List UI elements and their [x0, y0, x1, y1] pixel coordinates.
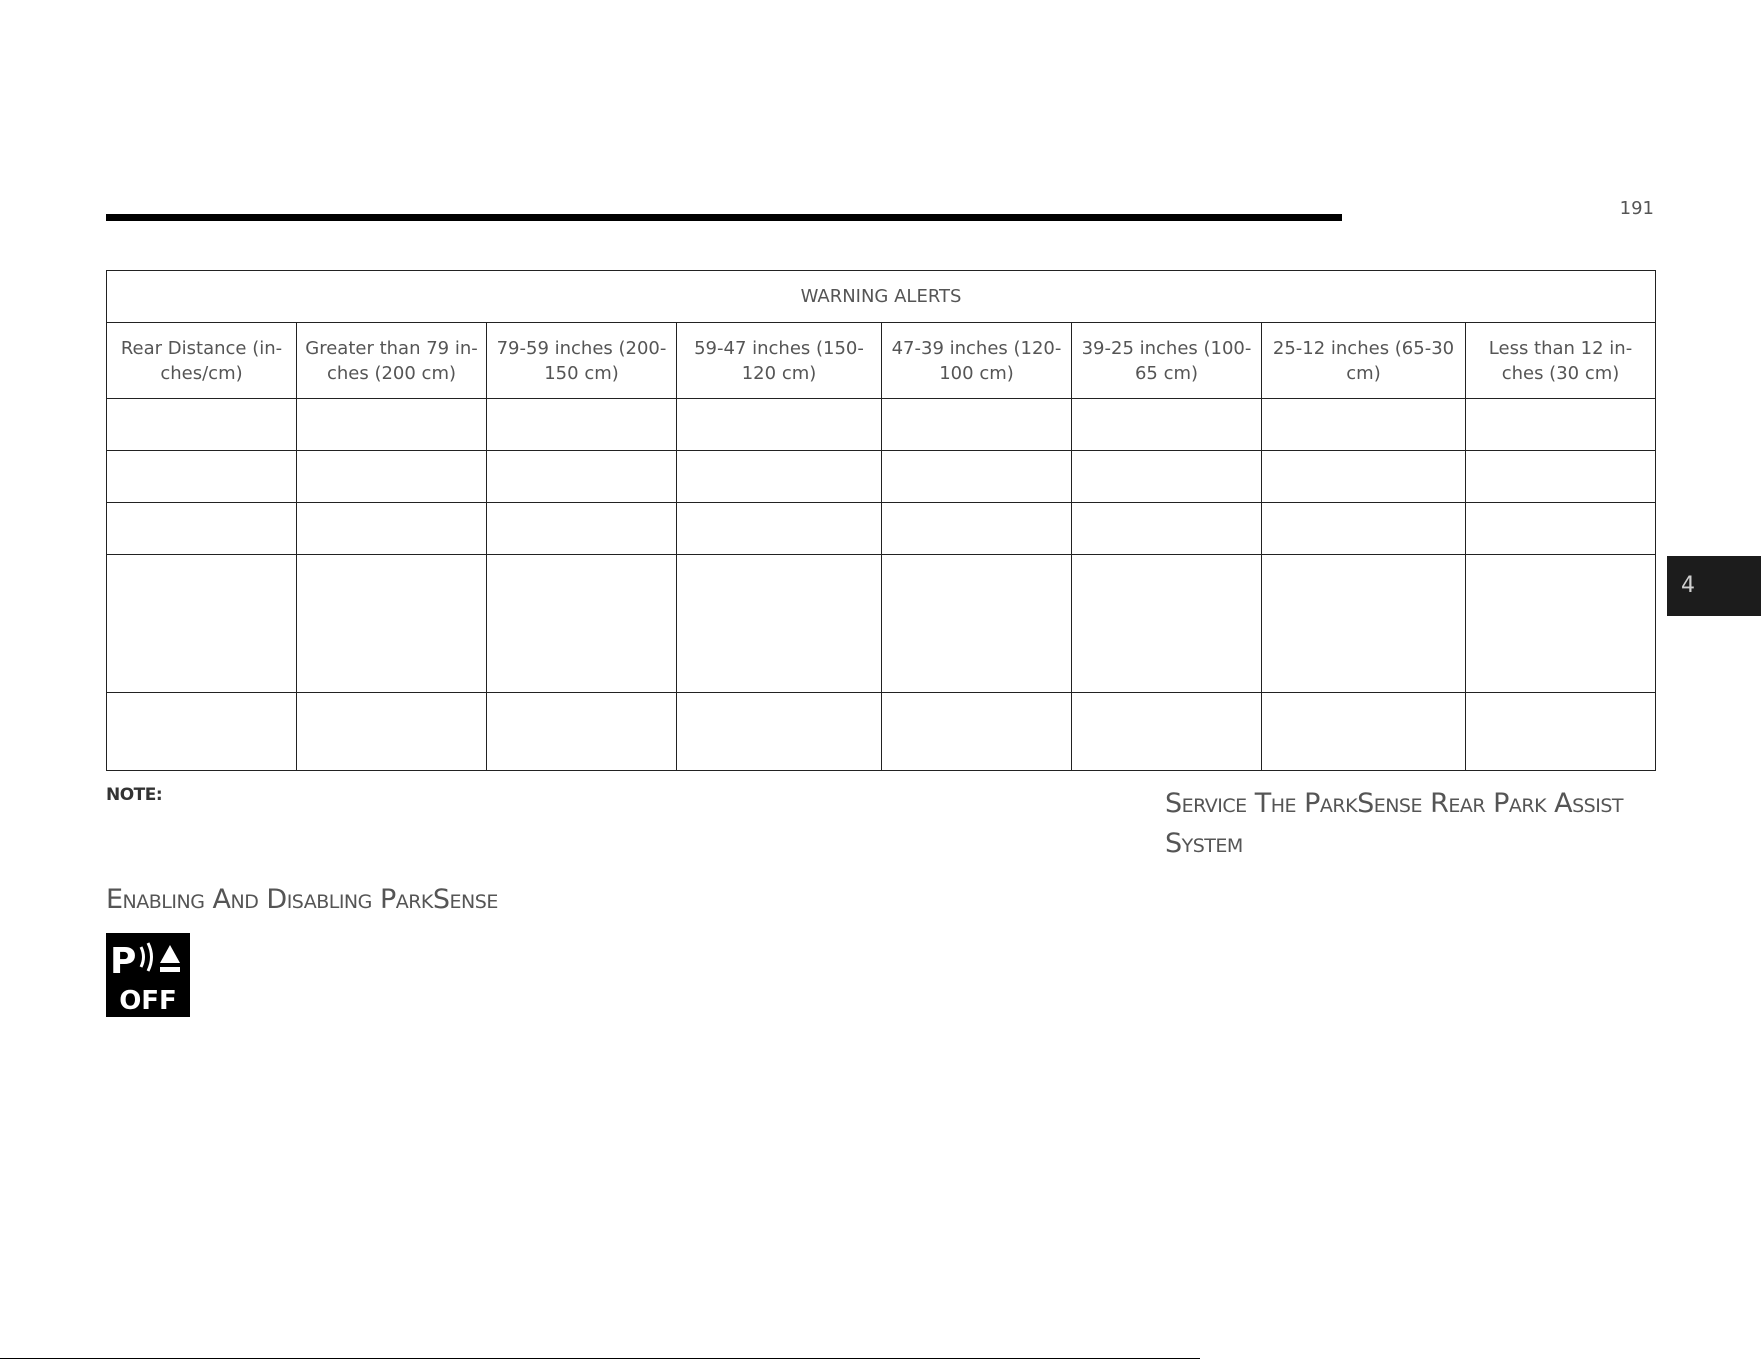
- table-cell: [882, 399, 1072, 451]
- bottom-rule: [0, 1358, 1200, 1359]
- parksense-off-icon: [106, 933, 190, 1017]
- table-cell: [1466, 399, 1656, 451]
- table-cell: [107, 399, 297, 451]
- table-cell: [487, 451, 677, 503]
- table-row: [107, 555, 1656, 693]
- table-cell: [297, 503, 487, 555]
- table-cell: [677, 451, 882, 503]
- table-cell: [882, 693, 1072, 771]
- table-title: WARNING ALERTS: [107, 271, 1656, 323]
- table-cell: [677, 555, 882, 693]
- table-cell: [107, 503, 297, 555]
- table-cell: [297, 693, 487, 771]
- service-parksense-heading: Service The ParkSense Rear Park Assist System: [1165, 788, 1624, 859]
- top-rule: [106, 214, 1342, 221]
- column-header: Greater than 79 in- ches (200 cm): [297, 323, 487, 399]
- chapter-tab: 4: [1667, 556, 1761, 616]
- warning-alerts-table: [106, 270, 1656, 771]
- table-cell: [677, 503, 882, 555]
- table-row: [107, 693, 1656, 771]
- table-cell: [487, 503, 677, 555]
- svg-text:P: P: [110, 941, 137, 982]
- table-cell: [1262, 693, 1466, 771]
- table-cell: [297, 555, 487, 693]
- table-cell: [107, 693, 297, 771]
- table-cell: [487, 555, 677, 693]
- table-cell: [1072, 555, 1262, 693]
- column-header: 79-59 inches (200-150 cm): [487, 323, 677, 399]
- table-cell: [1072, 503, 1262, 555]
- table-cell: [1466, 451, 1656, 503]
- column-header: Less than 12 in- ches (30 cm): [1466, 323, 1656, 399]
- table-row: [107, 399, 1656, 451]
- parksense-off-text: OFF: [119, 986, 177, 1016]
- table-cell: [297, 451, 487, 503]
- table-cell: [1262, 555, 1466, 693]
- column-header: 39-25 inches (100-65 cm): [1072, 323, 1262, 399]
- table-cell: [882, 555, 1072, 693]
- table-cell: [1466, 555, 1656, 693]
- table-cell: [487, 399, 677, 451]
- table-cell: [107, 451, 297, 503]
- column-header: 25-12 inches (65-30 cm): [1262, 323, 1466, 399]
- page-number: 191: [1619, 198, 1654, 219]
- table-cell: [1072, 451, 1262, 503]
- table-cell: [1466, 693, 1656, 771]
- table-cell: [107, 555, 297, 693]
- table-cell: [1072, 693, 1262, 771]
- table-cell: [297, 399, 487, 451]
- table-cell: [1262, 451, 1466, 503]
- column-header: 59-47 inches (150-120 cm): [677, 323, 882, 399]
- table-cell: [882, 451, 1072, 503]
- enabling-disabling-parksense-heading: Enabling And Disabling ParkSense: [106, 884, 498, 915]
- column-header: Rear Distance (in- ches/cm): [107, 323, 297, 399]
- table-cell: [677, 399, 882, 451]
- table-cell: [1262, 503, 1466, 555]
- column-header: 47-39 inches (120-100 cm): [882, 323, 1072, 399]
- table-cell: [1072, 399, 1262, 451]
- table-cell: [1466, 503, 1656, 555]
- table-cell: [1262, 399, 1466, 451]
- table-row: [107, 451, 1656, 503]
- table-cell: [487, 693, 677, 771]
- note-label: NOTE:: [106, 785, 163, 805]
- table-cell: [882, 503, 1072, 555]
- table-cell: [677, 693, 882, 771]
- table-row: [107, 503, 1656, 555]
